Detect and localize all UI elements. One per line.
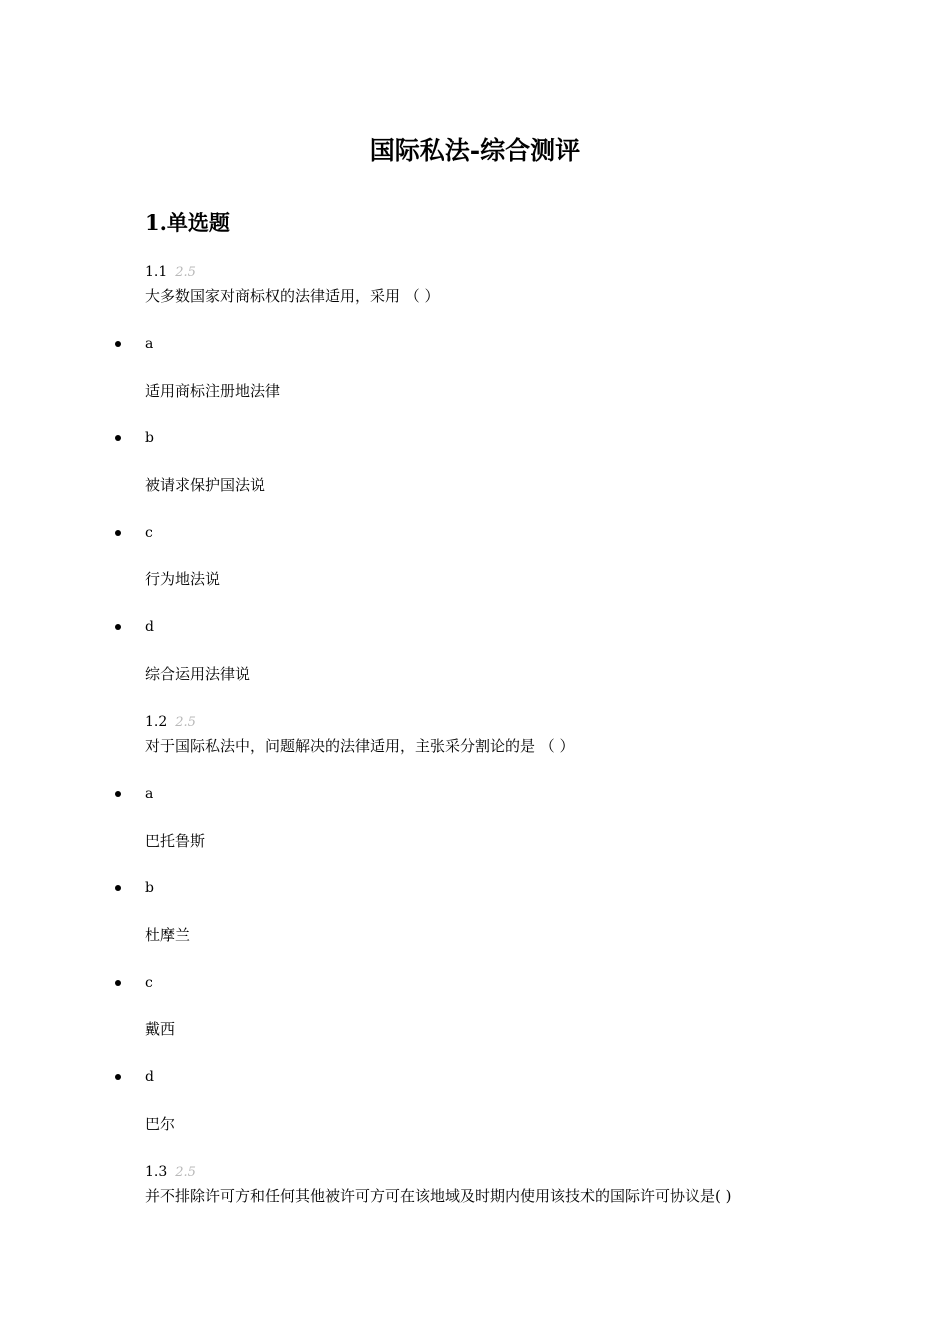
- option-letter[interactable]: c: [145, 525, 153, 541]
- option-text[interactable]: 适用商标注册地法律: [145, 382, 281, 400]
- option-letter[interactable]: a: [145, 786, 154, 802]
- question-score: 2.5: [175, 265, 196, 280]
- bullet-icon: [115, 624, 121, 630]
- bullet-icon: [115, 1074, 121, 1080]
- question-number-label: 1.1: [145, 264, 168, 280]
- option-letter[interactable]: d: [145, 1069, 154, 1085]
- question-number: [145, 1163, 196, 1182]
- section-heading: 1.单选题: [145, 210, 230, 235]
- option-text[interactable]: 巴尔: [145, 1115, 176, 1133]
- option-letter[interactable]: b: [145, 880, 154, 896]
- option-text[interactable]: 行为地法说: [145, 570, 221, 588]
- option-text[interactable]: 杜摩兰: [145, 926, 191, 944]
- question-score: 2.5: [175, 1165, 196, 1180]
- option-text[interactable]: 巴托鲁斯: [145, 832, 206, 850]
- bullet-icon: [115, 980, 121, 986]
- option-letter[interactable]: d: [145, 619, 154, 635]
- question-number: [145, 263, 196, 282]
- question-text: 并不排除许可方和任何其他被许可方可在该地域及时期内使用该技术的国际许可协议是( ): [145, 1187, 732, 1205]
- bullet-icon: [115, 885, 121, 891]
- option-letter[interactable]: c: [145, 975, 153, 991]
- option-text[interactable]: 被请求保护国法说: [145, 476, 266, 494]
- document-title: 国际私法-综合测评: [369, 136, 581, 165]
- bullet-icon: [115, 530, 121, 536]
- bullet-icon: [115, 435, 121, 441]
- option-letter[interactable]: a: [145, 336, 154, 352]
- option-text[interactable]: 综合运用法律说: [145, 665, 251, 683]
- bullet-icon: [115, 341, 121, 347]
- bullet-icon: [115, 791, 121, 797]
- question-score: 2.5: [175, 715, 196, 730]
- question-text: 大多数国家对商标权的法律适用，采用 （ ）: [145, 287, 440, 305]
- question-number-label: 1.2: [145, 714, 168, 730]
- question-number: [145, 713, 196, 732]
- question-text: 对于国际私法中，问题解决的法律适用，主张采分割论的是 （ ）: [145, 737, 575, 755]
- question-number-label: 1.3: [145, 1164, 168, 1180]
- option-text[interactable]: 戴西: [145, 1020, 176, 1038]
- option-letter[interactable]: b: [145, 430, 154, 446]
